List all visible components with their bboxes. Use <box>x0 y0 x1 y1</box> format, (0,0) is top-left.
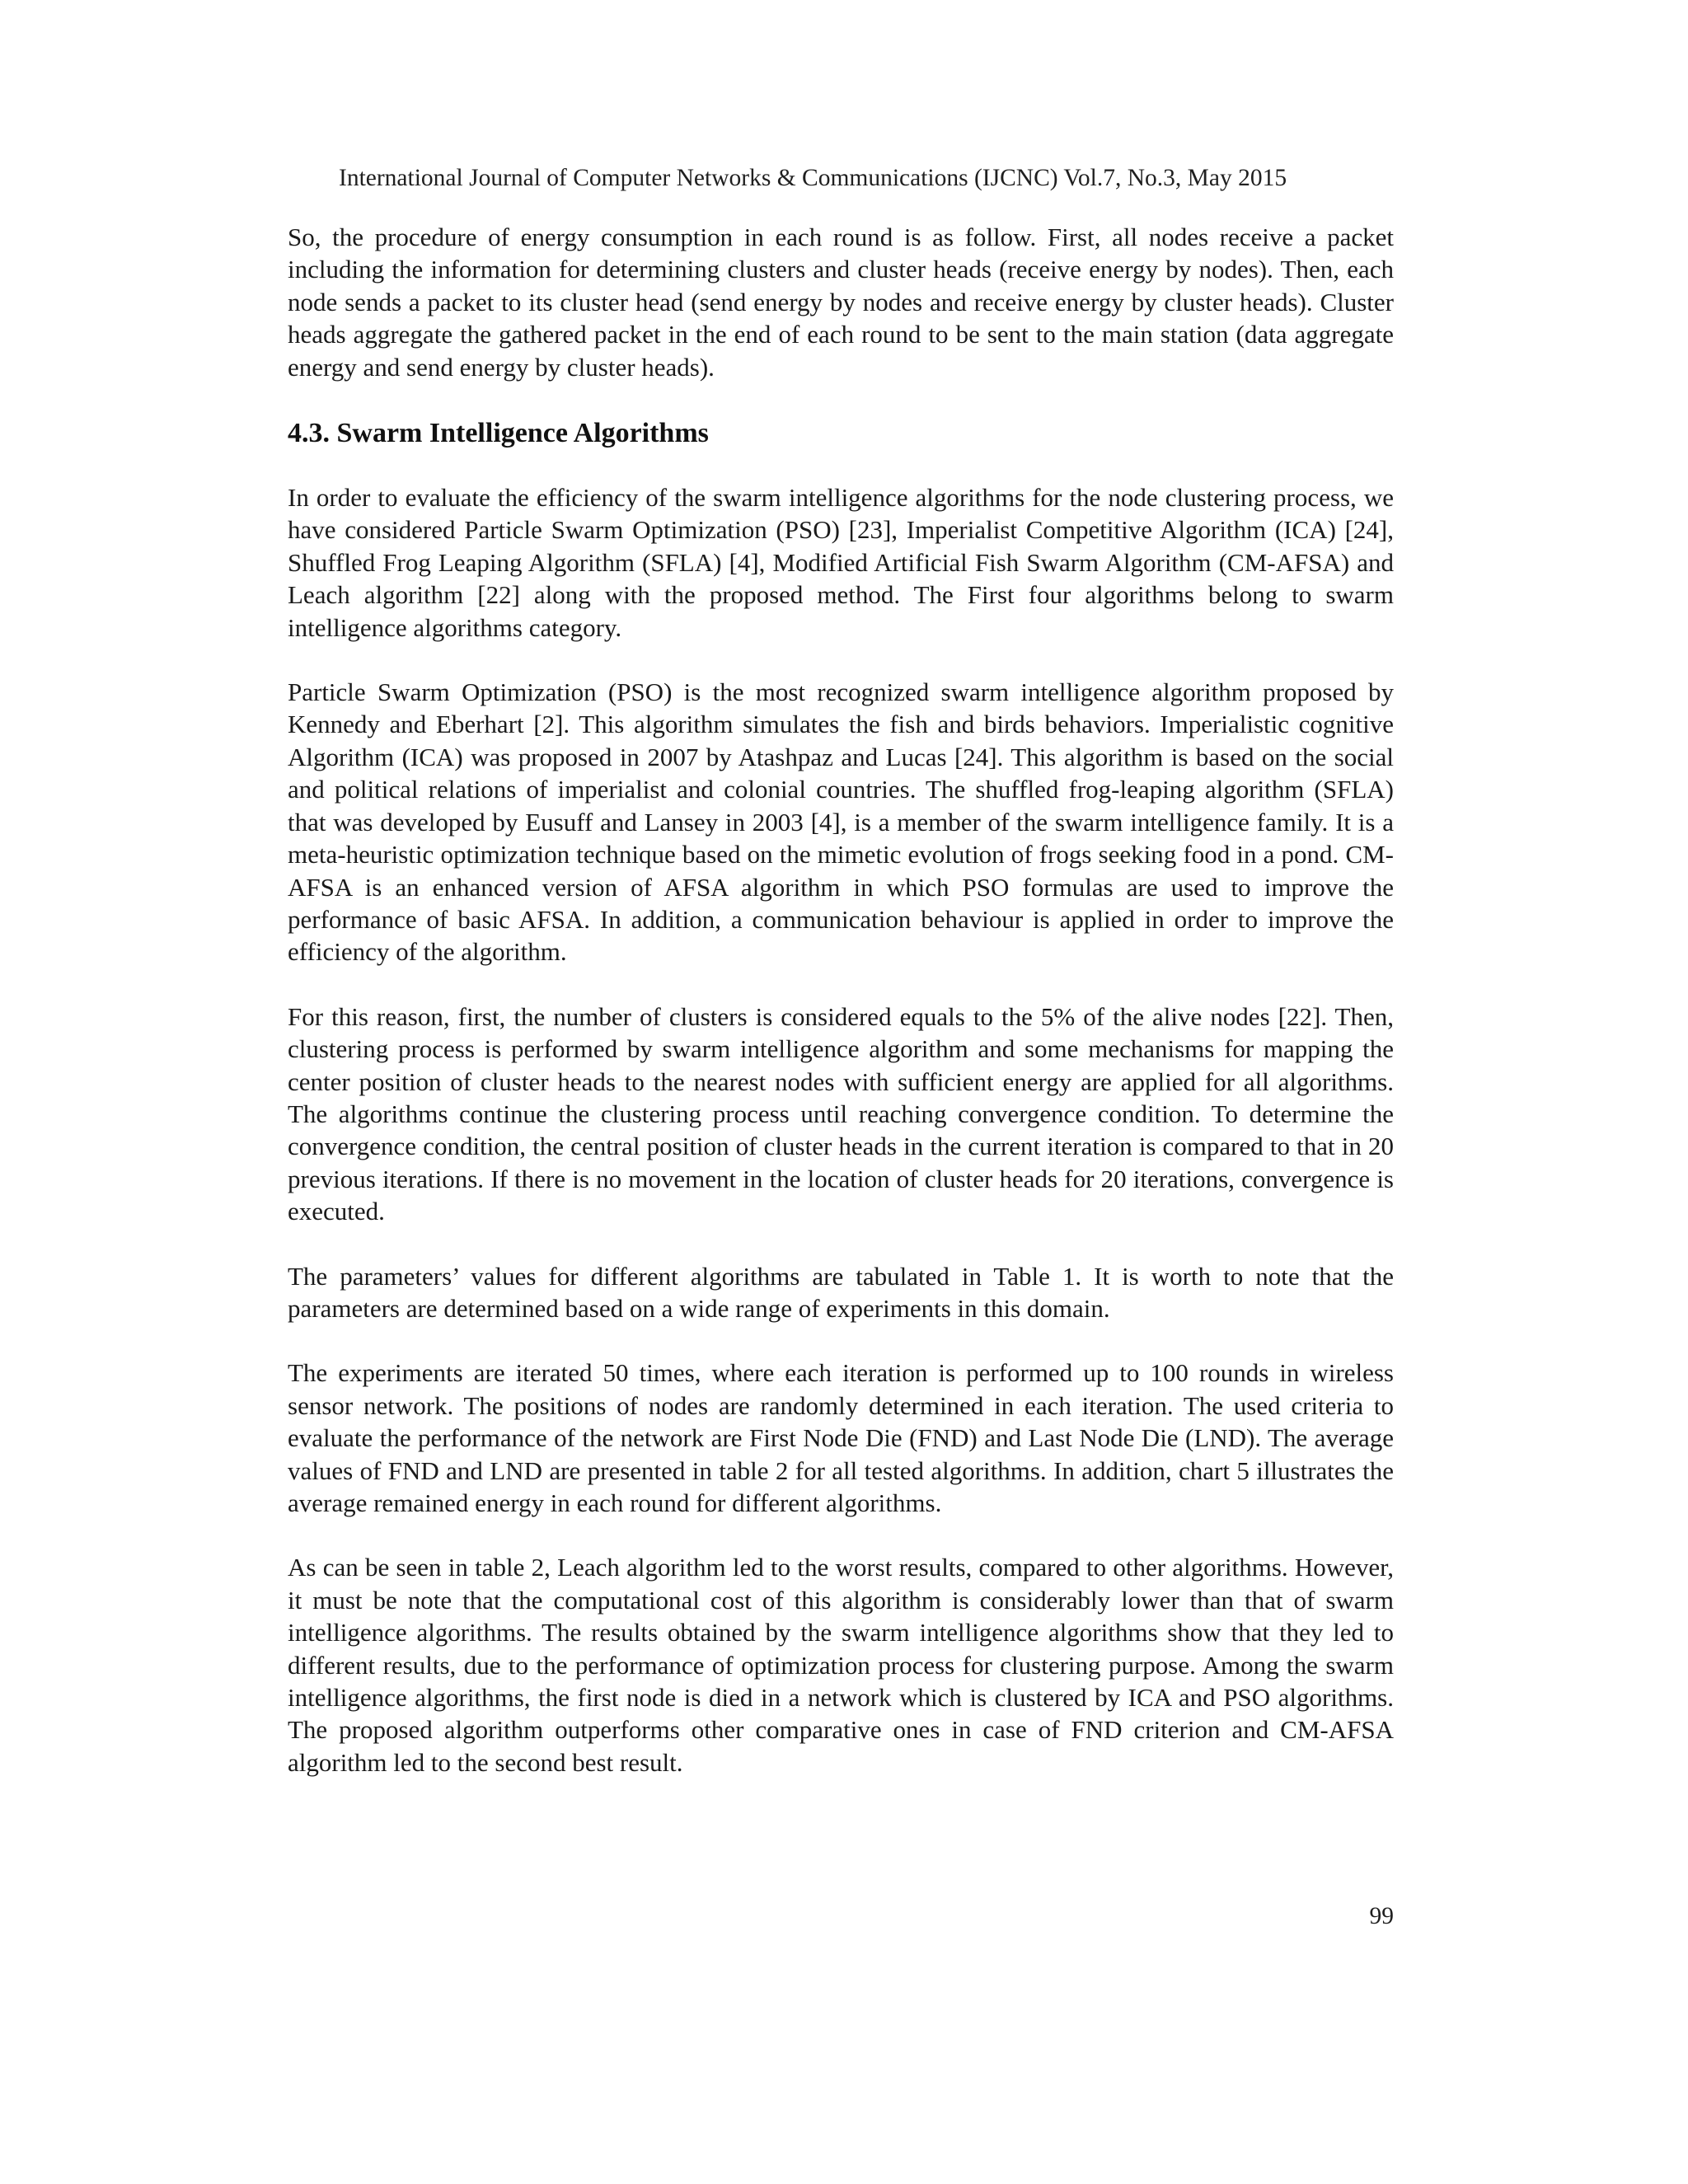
paragraph-algorithm-descriptions: Particle Swarm Optimization (PSO) is the most recognized swarm intelligence algorithm proposed by Kennedy and Eberhart [2]. This algorithm simulates the fish and birds behaviors. Imperialistic cognitive Algorithm (ICA) was proposed in 2007 by Atashpaz and Lucas [24]. This algorithm is based on the social and political relations of imperialist and colonial countries. The shuffled frog-leaping algorithm (SFLA) that was developed by Eusuff and Lansey in 2003 [4], is a member of the swarm intelligence family. It is a meta-heuristic optimization technique based on the mimetic evolution of frogs seeking food in a pond. CM-AFSA is an enhanced version of AFSA algorithm in which PSO formulas are used to improve the performance of basic AFSA. In addition, a communication behaviour is applied in order to improve the efficiency of the algorithm. <box>288 677 1394 967</box>
body-text <box>288 221 1394 1811</box>
page-number: 99 <box>1369 1903 1394 1929</box>
intro-paragraph: So, the procedure of energy consumption in each round is as follow. First, all nodes receive a packet including the information for determining clusters and cluster heads (receive energy by nodes). Then, each node sends a packet to its cluster head (send energy by nodes and receive energy by cluster heads). Cluster heads aggregate the gathered packet in the end of each round to be sent to the main station (data aggregate energy and send energy by cluster heads). <box>288 223 1394 382</box>
paragraph-clustering-process: For this reason, first, the number of clusters is considered equals to the 5% of the alive nodes [22]. Then, clustering process is performed by swarm intelligence algorithm and some mechanisms for mapping the center position of cluster heads to the nearest nodes with sufficient energy are applied for all algorithms. The algorithms continue the clustering process until reaching convergence condition. To determine the convergence condition, the central position of cluster heads in the current iteration is compared to that in 20 previous iterations. If there is no movement in the location of cluster heads for 20 iterations, convergence is executed. <box>288 1001 1394 1226</box>
section-heading: 4.3. Swarm Intelligence Algorithms <box>288 418 709 449</box>
journal-running-header: International Journal of Computer Networks & Communications (IJCNC) Vol.7, No.3, May 2015 <box>339 165 1287 191</box>
paragraph-parameters: The parameters’ values for different algorithms are tabulated in Table 1. It is worth to note that the parameters are determined based on a wide range of experiments in this domain. <box>288 1261 1394 1323</box>
paragraph-algorithms-considered: In order to evaluate the efficiency of the swarm intelligence algorithms for the node clustering process, we have considered Particle Swarm Optimization (PSO) [23], Imperialist Competitive Algorithm (ICA) [24], Shuffled Frog Leaping Algorithm (SFLA) [4], Modified Artificial Fish Swarm Algorithm (CM-AFSA) and Leach algorithm [22] along with the proposed method. The First four algorithms belong to swarm intelligence algorithms category. <box>288 483 1394 642</box>
paragraph-experiments: The experiments are iterated 50 times, where each iteration is performed up to 100 rounds in wireless sensor network. The positions of nodes are randomly determined in each iteration. The used criteria to evaluate the performance of the network are First Node Die (FND) and Last Node Die (LND). The average values of FND and LND are presented in table 2 for all tested algorithms. In addition, chart 5 illustrates the average remained energy in each round for different algorithms. <box>288 1358 1394 1517</box>
paragraph-results-discussion: As can be seen in table 2, Leach algorithm led to the worst results, compared to other algorithms. However, it must be note that the computational cost of this algorithm is considerably lower than that of swarm intelligence algorithms. The results obtained by the swarm intelligence algorithms show that they led to different results, due to the performance of optimization process for clustering purpose. Among the swarm intelligence algorithms, the first node is died in a network which is clustered by ICA and PSO algorithms. The proposed algorithm outperforms other comparative ones in case of FND criterion and CM-AFSA algorithm led to the second best result. <box>288 1553 1394 1777</box>
